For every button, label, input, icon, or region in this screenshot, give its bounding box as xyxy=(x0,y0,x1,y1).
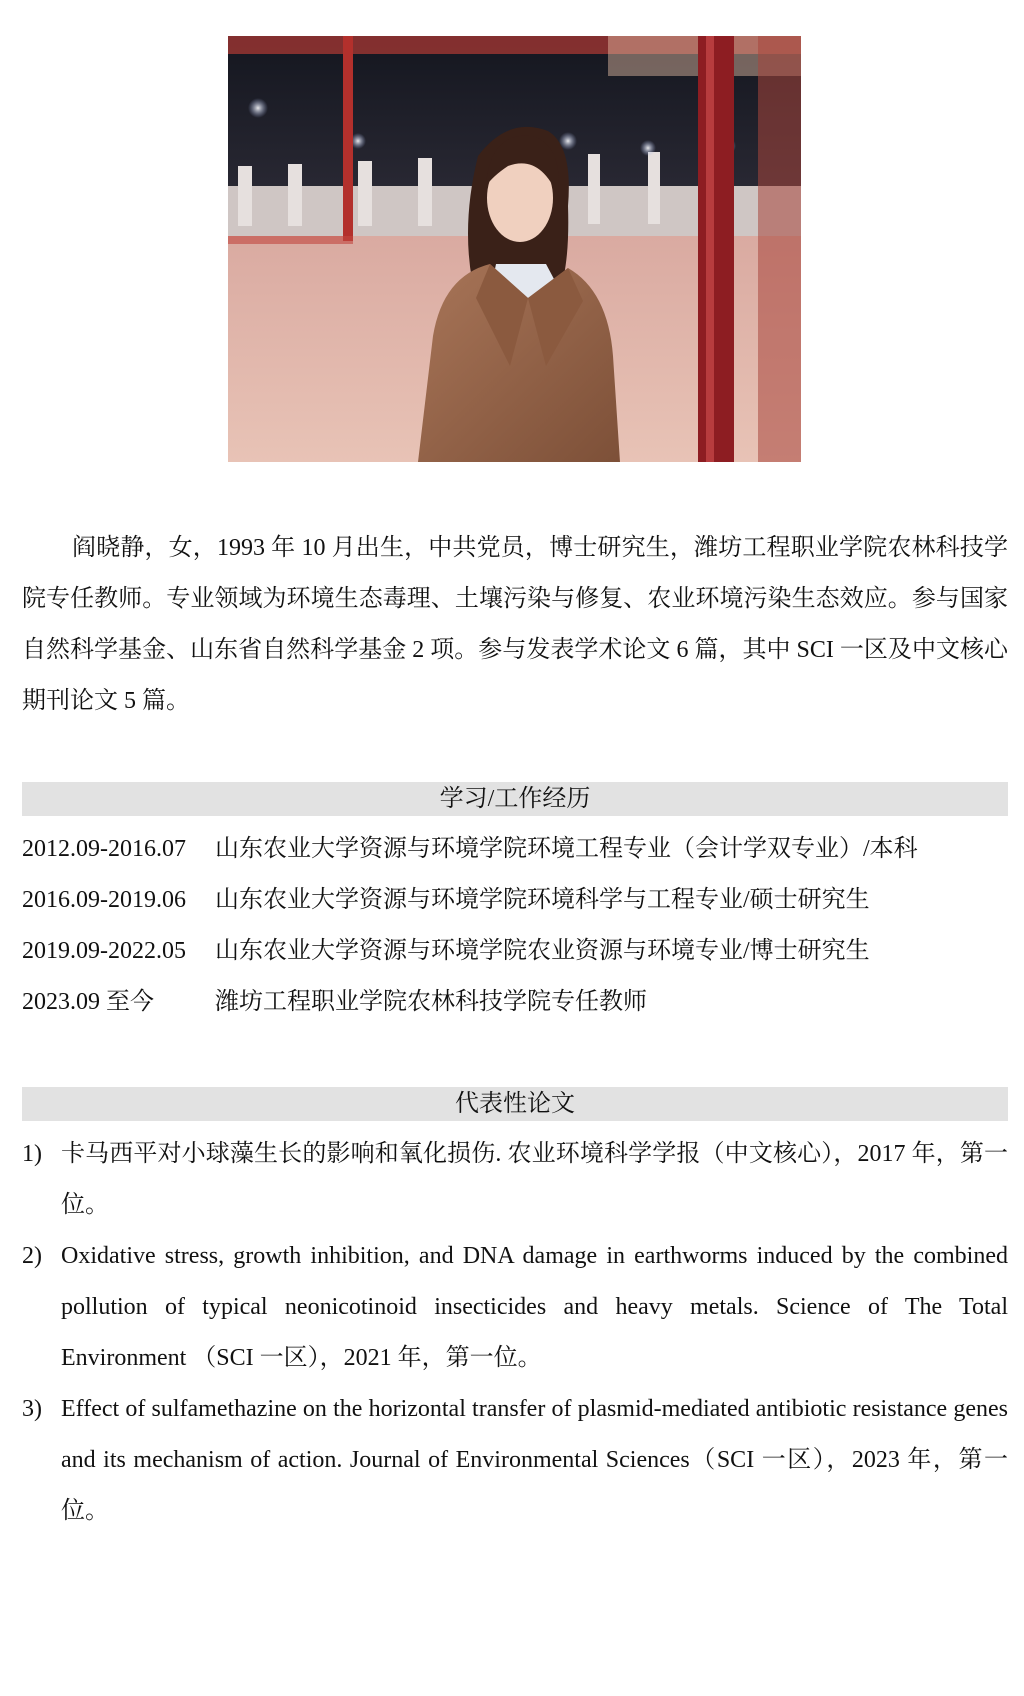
paper-citation: Oxidative stress, growth inhibition, and DNA damage in earthworms induced by the combined pollution of typical neonicotinoid insecticides and heavy metals. Science of The Total Environment （SCI 一区），2021 年，第一位。 xyxy=(61,1243,1008,1371)
experience-desc: 山东农业大学资源与环境学院环境科学与工程专业/硕士研究生 xyxy=(215,887,870,913)
experience-list xyxy=(22,824,1008,1028)
portrait-photo xyxy=(228,36,801,462)
paper-item xyxy=(22,1231,1008,1384)
experience-desc: 潍坊工程职业学院农林科技学院专任教师 xyxy=(215,989,647,1015)
intro-paragraph: 阎晓静，女，1993 年 10 月出生，中共党员，博士研究生，潍坊工程职业学院农林科技学院专任教师。专业领域为环境生态毒理、土壤污染与修复、农业环境污染生态效应。参与国家自然科学基金、山东省自然科学基金 2 项。参与发表学术论文 6 篇，其中 SCI 一区及中文核心期刊论文 5 篇。 xyxy=(22,535,1008,714)
experience-date: 2012.09-2016.07 xyxy=(22,836,186,862)
experience-desc: 山东农业大学资源与环境学院环境工程专业（会计学双专业）/本科 xyxy=(215,836,918,862)
paper-number: 1) xyxy=(22,1141,42,1167)
paper-number: 3) xyxy=(22,1396,42,1422)
experience-desc: 山东农业大学资源与环境学院农业资源与环境专业/博士研究生 xyxy=(215,938,870,964)
experience-date: 2019.09-2022.05 xyxy=(22,938,186,964)
experience-item xyxy=(22,926,1008,977)
paper-item xyxy=(22,1384,1008,1537)
paper-item xyxy=(22,1129,1008,1231)
paper-citation: Effect of sulfamethazine on the horizontal transfer of plasmid-mediated antibiotic resistance genes and its mechanism of action. Journal of Environmental Sciences（SCI 一区），2023 年，第一位。 xyxy=(61,1396,1008,1524)
papers-list xyxy=(22,1129,1008,1537)
paper-number: 2) xyxy=(22,1243,42,1269)
experience-item xyxy=(22,977,1008,1028)
experience-item xyxy=(22,875,1008,926)
papers-heading: 代表性论文 xyxy=(22,1087,1008,1121)
paper-citation: 卡马西平对小球藻生长的影响和氧化损伤. 农业环境科学学报（中文核心），2017 年，第一位。 xyxy=(61,1141,1008,1218)
experience-item xyxy=(22,824,1008,875)
experience-heading: 学习/工作经历 xyxy=(22,782,1008,816)
experience-date: 2023.09 至今 xyxy=(22,989,154,1015)
experience-date: 2016.09-2019.06 xyxy=(22,887,186,913)
